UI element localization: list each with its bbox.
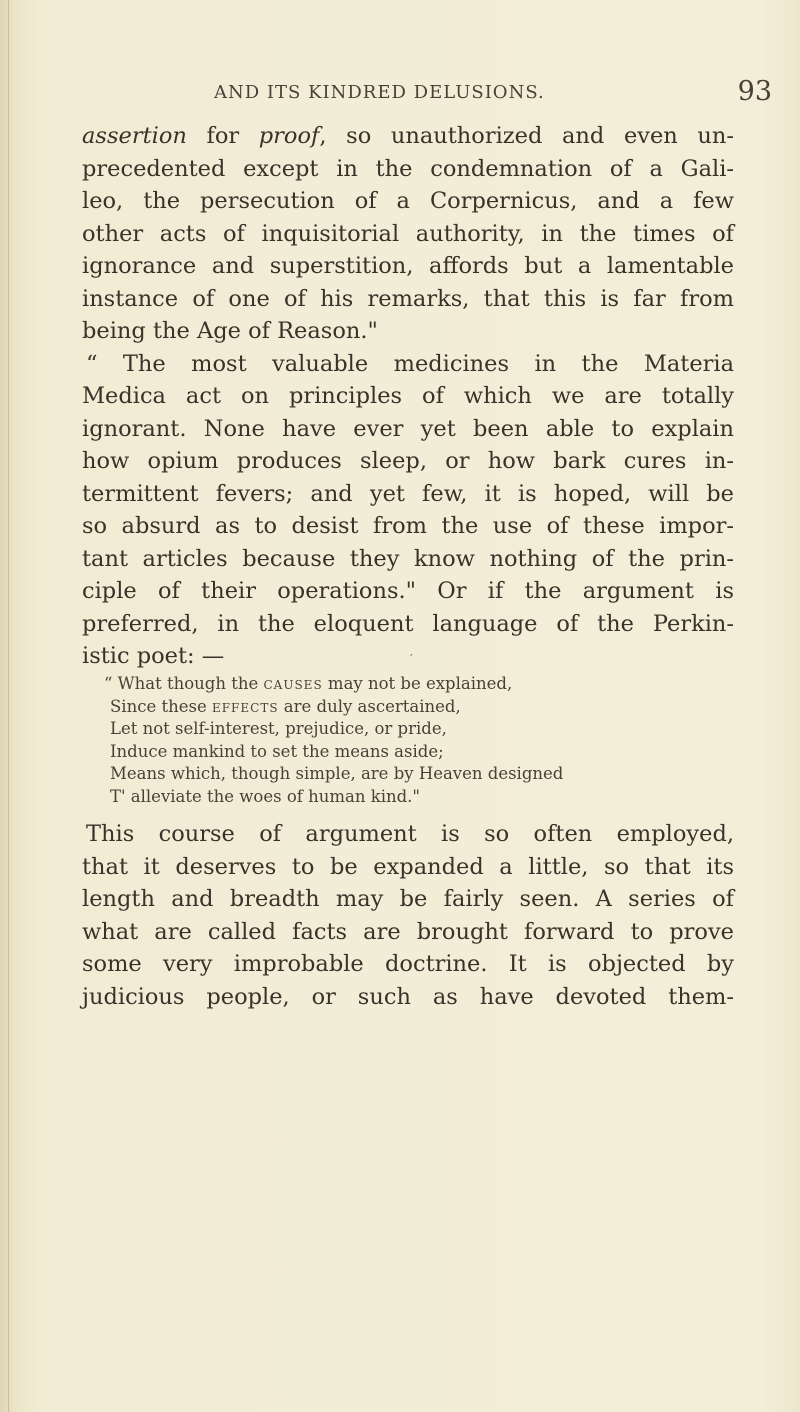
text-line: so absurd as to desist from the use of these impor-: [82, 513, 734, 539]
text-line: preferred, in the eloquent language of the Perkin-: [82, 610, 734, 637]
text-line: being the Age of Reason.": [82, 318, 378, 344]
text-line: “ The most valuable medicines in the Materia: [86, 350, 734, 377]
verse-line: Since these effects are duly ascertained,: [110, 696, 461, 716]
text-line: termittent fevers; and yet few, it is hoped, will be: [82, 480, 734, 507]
text-line: some very improbable doctrine. It is objected by: [82, 951, 734, 977]
paragraph-3: [82, 818, 734, 1013]
text-line: that it deserves to be expanded a little, so that its: [82, 853, 734, 880]
page-gutter-edge: [8, 0, 9, 1412]
text-line: precedented except in the condemnation of a Gali-: [82, 155, 734, 182]
verse-line: Let not self-interest, prejudice, or pride,: [110, 719, 447, 738]
running-title: AND ITS KINDRED DELUSIONS.: [214, 82, 545, 103]
text-line: what are called facts are brought forward to prove: [82, 918, 734, 945]
italic-word: proof: [258, 123, 320, 149]
paragraph-1-and-2: [82, 120, 734, 673]
text-line: length and breadth may be fairly seen. A series of: [82, 886, 734, 912]
verse-line: Means which, though simple, are by Heaven designed: [110, 764, 564, 783]
running-header: [214, 76, 772, 107]
text-line: ignorance and superstition, affords but a lamentable: [82, 253, 734, 279]
text-line: leo, the persecution of a Corpernicus, and a few: [82, 188, 734, 214]
small-caps-word: effects: [211, 696, 279, 716]
text-line: assertion for proof, so unauthorized and even un-: [82, 123, 734, 149]
text-line: ignorant. None have ever yet been able to explain: [82, 415, 734, 442]
text-line: judicious people, or such as have devoted them-: [82, 983, 734, 1010]
verse-line: “ What though the causes may not be explained,: [104, 674, 513, 693]
text-line: other acts of inquisitorial authority, in the times of: [82, 220, 734, 247]
italic-word: assertion: [82, 123, 187, 149]
text-line: Medica act on principles of which we are totally: [82, 383, 734, 409]
verse-line: Induce mankind to set the means aside;: [110, 741, 444, 761]
small-caps-word: causes: [263, 674, 323, 693]
text-line: instance of one of his remarks, that this is far from: [82, 285, 734, 312]
quoted-verse: [104, 673, 724, 808]
text-line: ciple of their operations." Or if the argument is: [82, 578, 734, 604]
text-line: This course of argument is so often employed,: [86, 821, 734, 847]
page-number: 93: [737, 76, 772, 107]
text-line: tant articles because they know nothing of the prin-: [82, 545, 734, 572]
text-line: istic poet: —: [82, 643, 225, 669]
text-line: how opium produces sleep, or how bark cures in-: [82, 448, 734, 474]
verse-line: T' alleviate the woes of human kind.": [110, 786, 421, 806]
stray-print-mark: ′: [410, 652, 413, 666]
